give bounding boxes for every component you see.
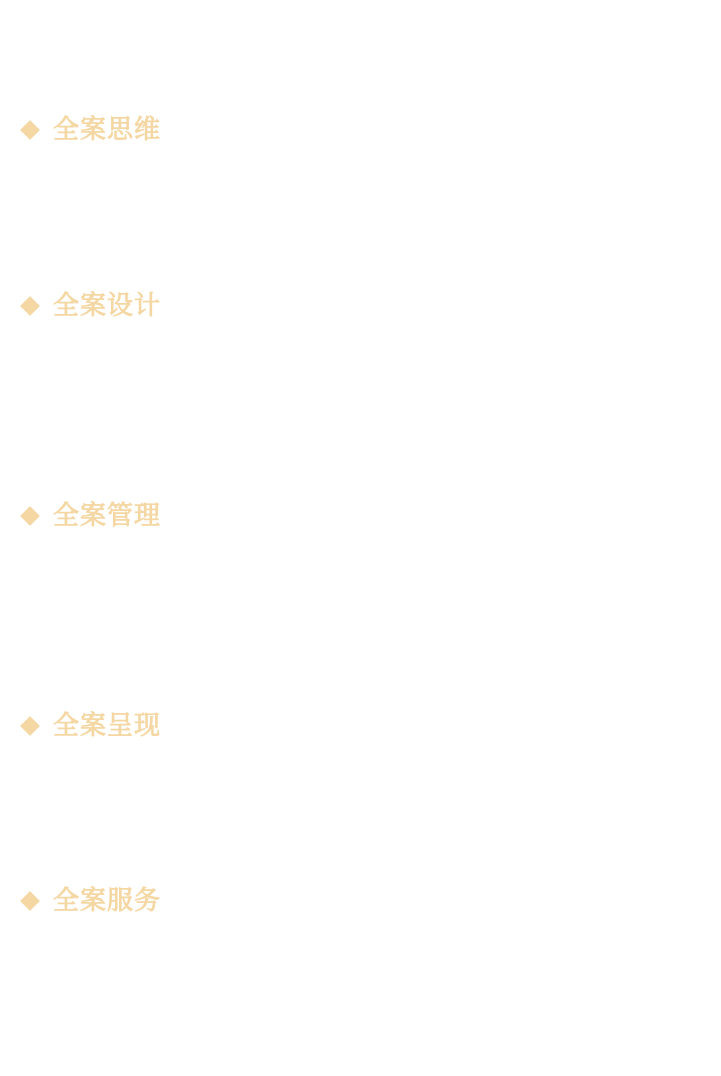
diamond-icon — [20, 716, 40, 736]
section-label: 全案管理 — [53, 501, 162, 531]
diamond-icon — [20, 296, 40, 316]
diamond-icon — [20, 506, 40, 526]
section-item-thinking — [20, 114, 161, 146]
section-item-design — [20, 290, 161, 322]
diamond-icon — [20, 120, 40, 140]
section-item-presentation — [20, 710, 161, 742]
section-label: 全案呈现 — [53, 711, 162, 741]
section-label: 全案思维 — [53, 115, 162, 145]
section-item-service — [20, 885, 161, 917]
diamond-icon — [20, 891, 40, 911]
section-item-management — [20, 500, 161, 532]
section-label: 全案设计 — [53, 291, 162, 321]
section-label: 全案服务 — [53, 886, 162, 916]
